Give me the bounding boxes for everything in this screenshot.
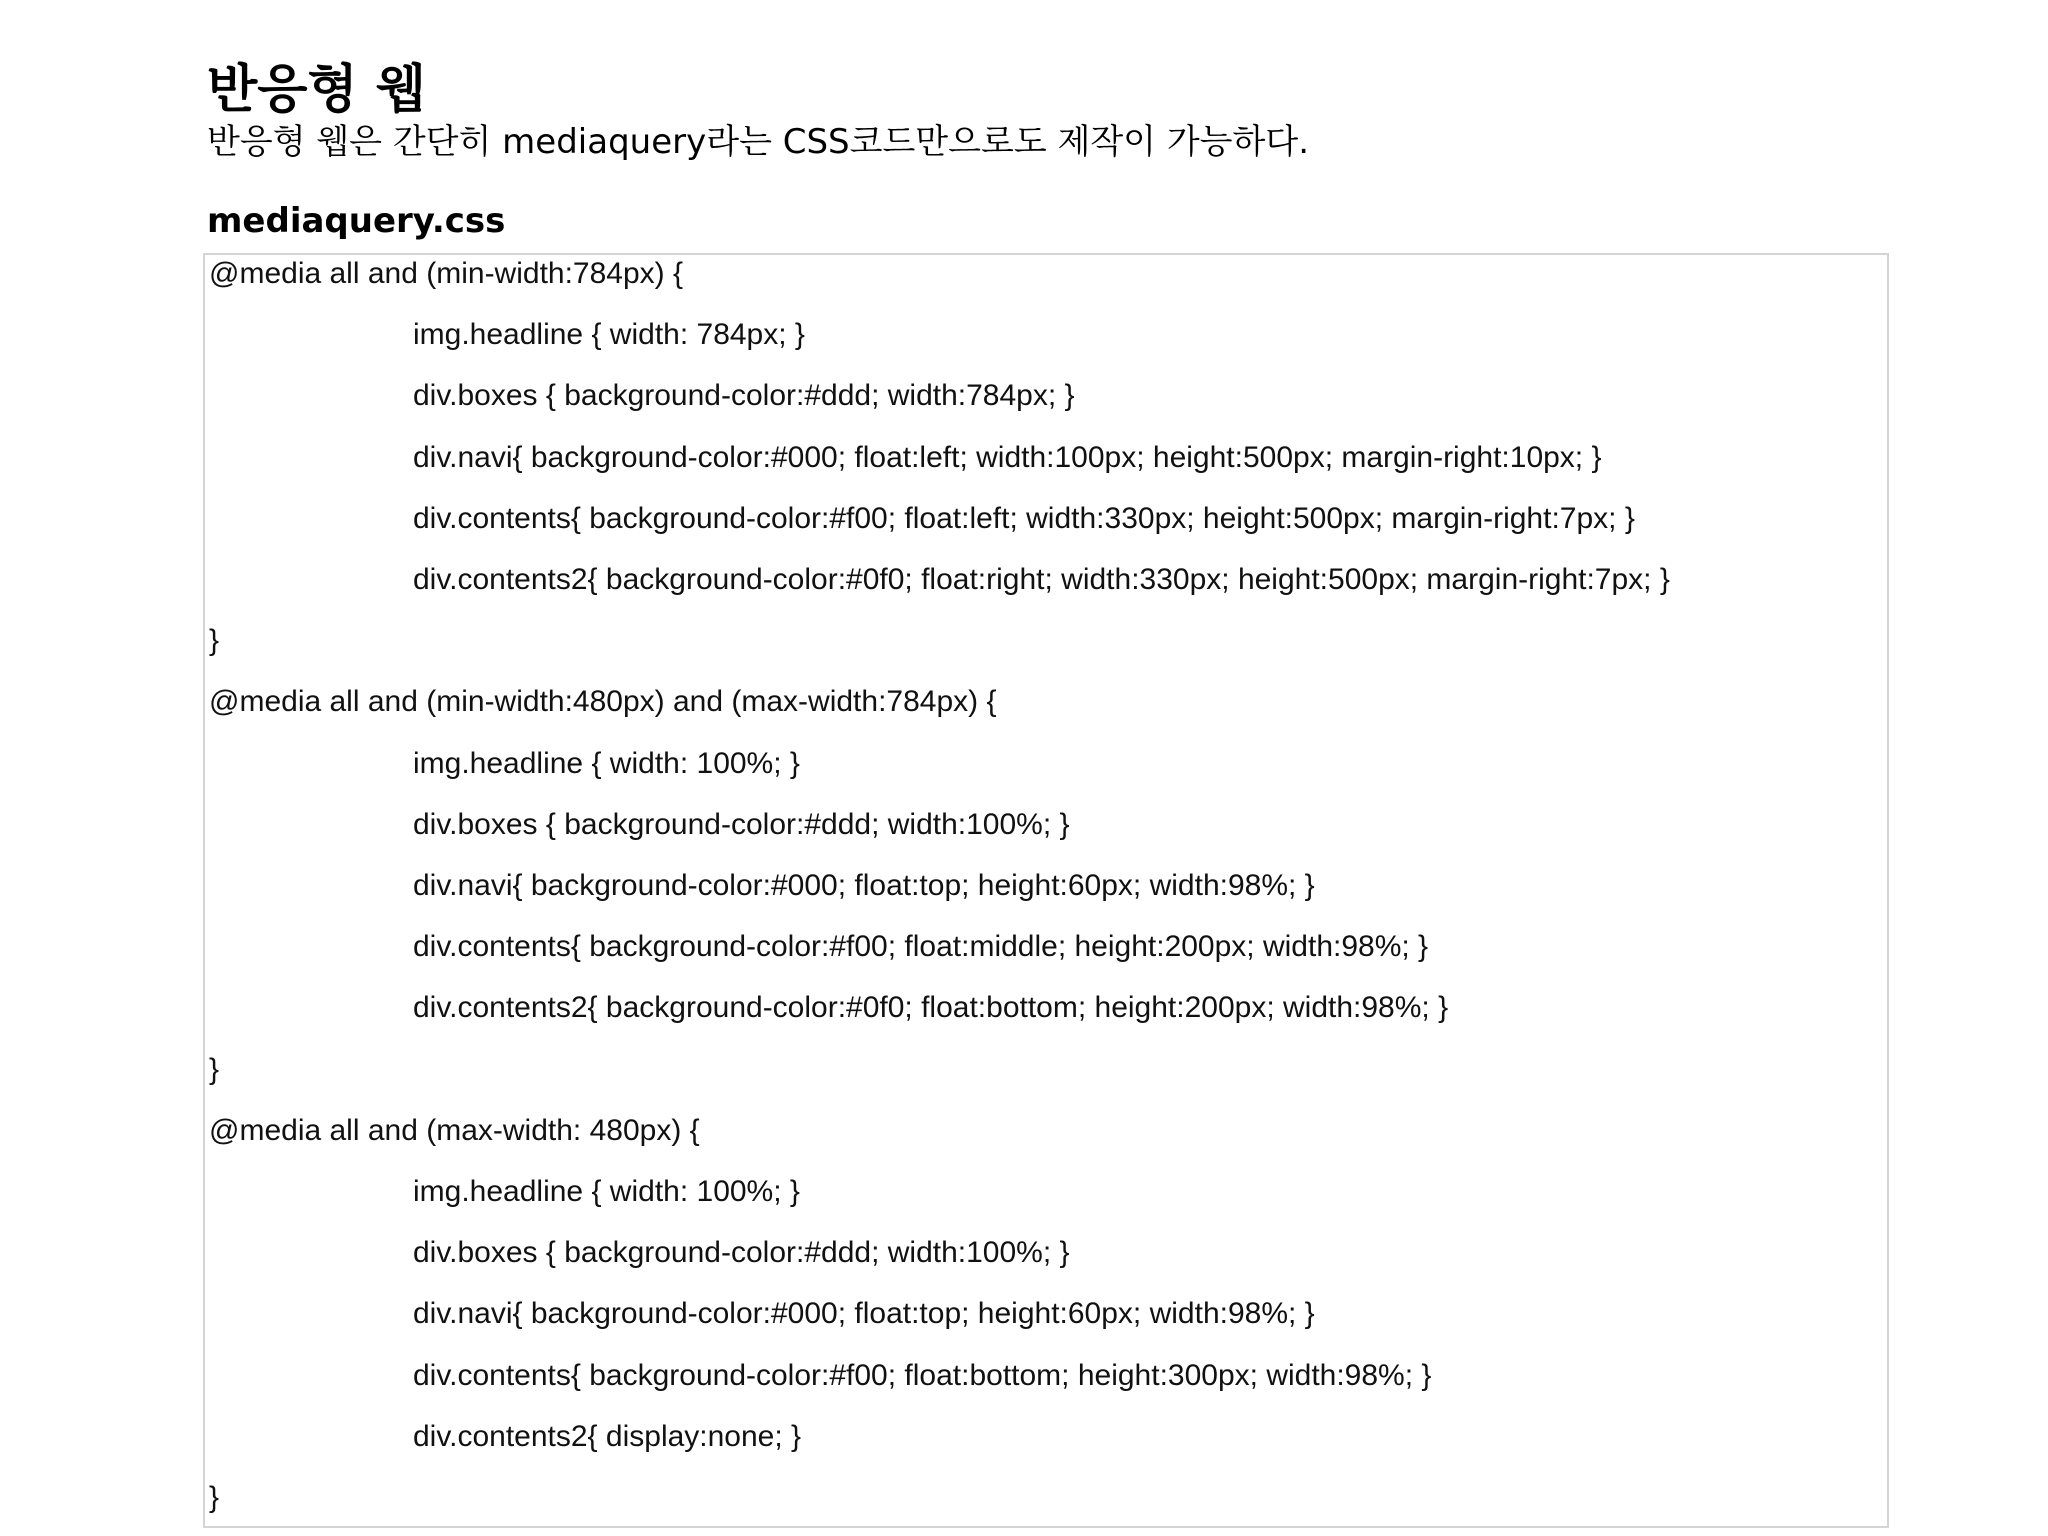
code-line: div.navi{ background-color:#000; float:left; width:100px; height:500px; margin-right:10px; } [413, 440, 1602, 474]
code-line: } [209, 1052, 220, 1086]
code-line: div.contents2{ background-color:#0f0; float:right; width:330px; height:500px; margin-right:7px; } [413, 563, 1670, 596]
intro-text: 반응형 웹은 간단히 mediaquery라는 CSS코드만으로도 제작이 가능하다. [207, 122, 1310, 162]
code-line: img.headline { width: 100%; } [413, 1175, 800, 1208]
code-line: div.contents{ background-color:#f00; float:middle; height:200px; width:98%; } [413, 930, 1429, 964]
code-line: img.headline { width: 784px; } [413, 318, 805, 352]
page-title: 반응형 웹 [207, 60, 427, 120]
code-line: div.contents2{ background-color:#0f0; float:bottom; height:200px; width:98%; } [413, 991, 1449, 1025]
code-line: div.contents{ background-color:#f00; float:bottom; height:300px; width:98%; } [413, 1358, 1432, 1392]
code-line: div.contents{ background-color:#f00; float:left; width:330px; height:500px; margin-right:7px; } [413, 501, 1635, 535]
code-line: div.contents2{ display:none; } [413, 1419, 802, 1453]
code-file-name: mediaquery.css [207, 201, 506, 241]
code-line: div.boxes { background-color:#ddd; width:100%; } [413, 807, 1070, 841]
code-line: div.boxes { background-color:#ddd; width:784px; } [413, 379, 1075, 413]
code-line: div.navi{ background-color:#000; float:top; height:60px; width:98%; } [413, 869, 1315, 902]
code-line: } [209, 624, 220, 658]
code-block [203, 253, 1889, 1528]
code-line: @media all and (max-width: 480px) { [209, 1113, 700, 1147]
code-line: div.boxes { background-color:#ddd; width:100%; } [413, 1236, 1070, 1270]
code-line: } [209, 1481, 220, 1514]
code-line: img.headline { width: 100%; } [413, 746, 800, 780]
code-line: @media all and (min-width:480px) and (max-width:784px) { [209, 685, 997, 719]
code-line: div.navi{ background-color:#000; float:top; height:60px; width:98%; } [413, 1297, 1315, 1331]
code-line: @media all and (min-width:784px) { [209, 257, 684, 290]
